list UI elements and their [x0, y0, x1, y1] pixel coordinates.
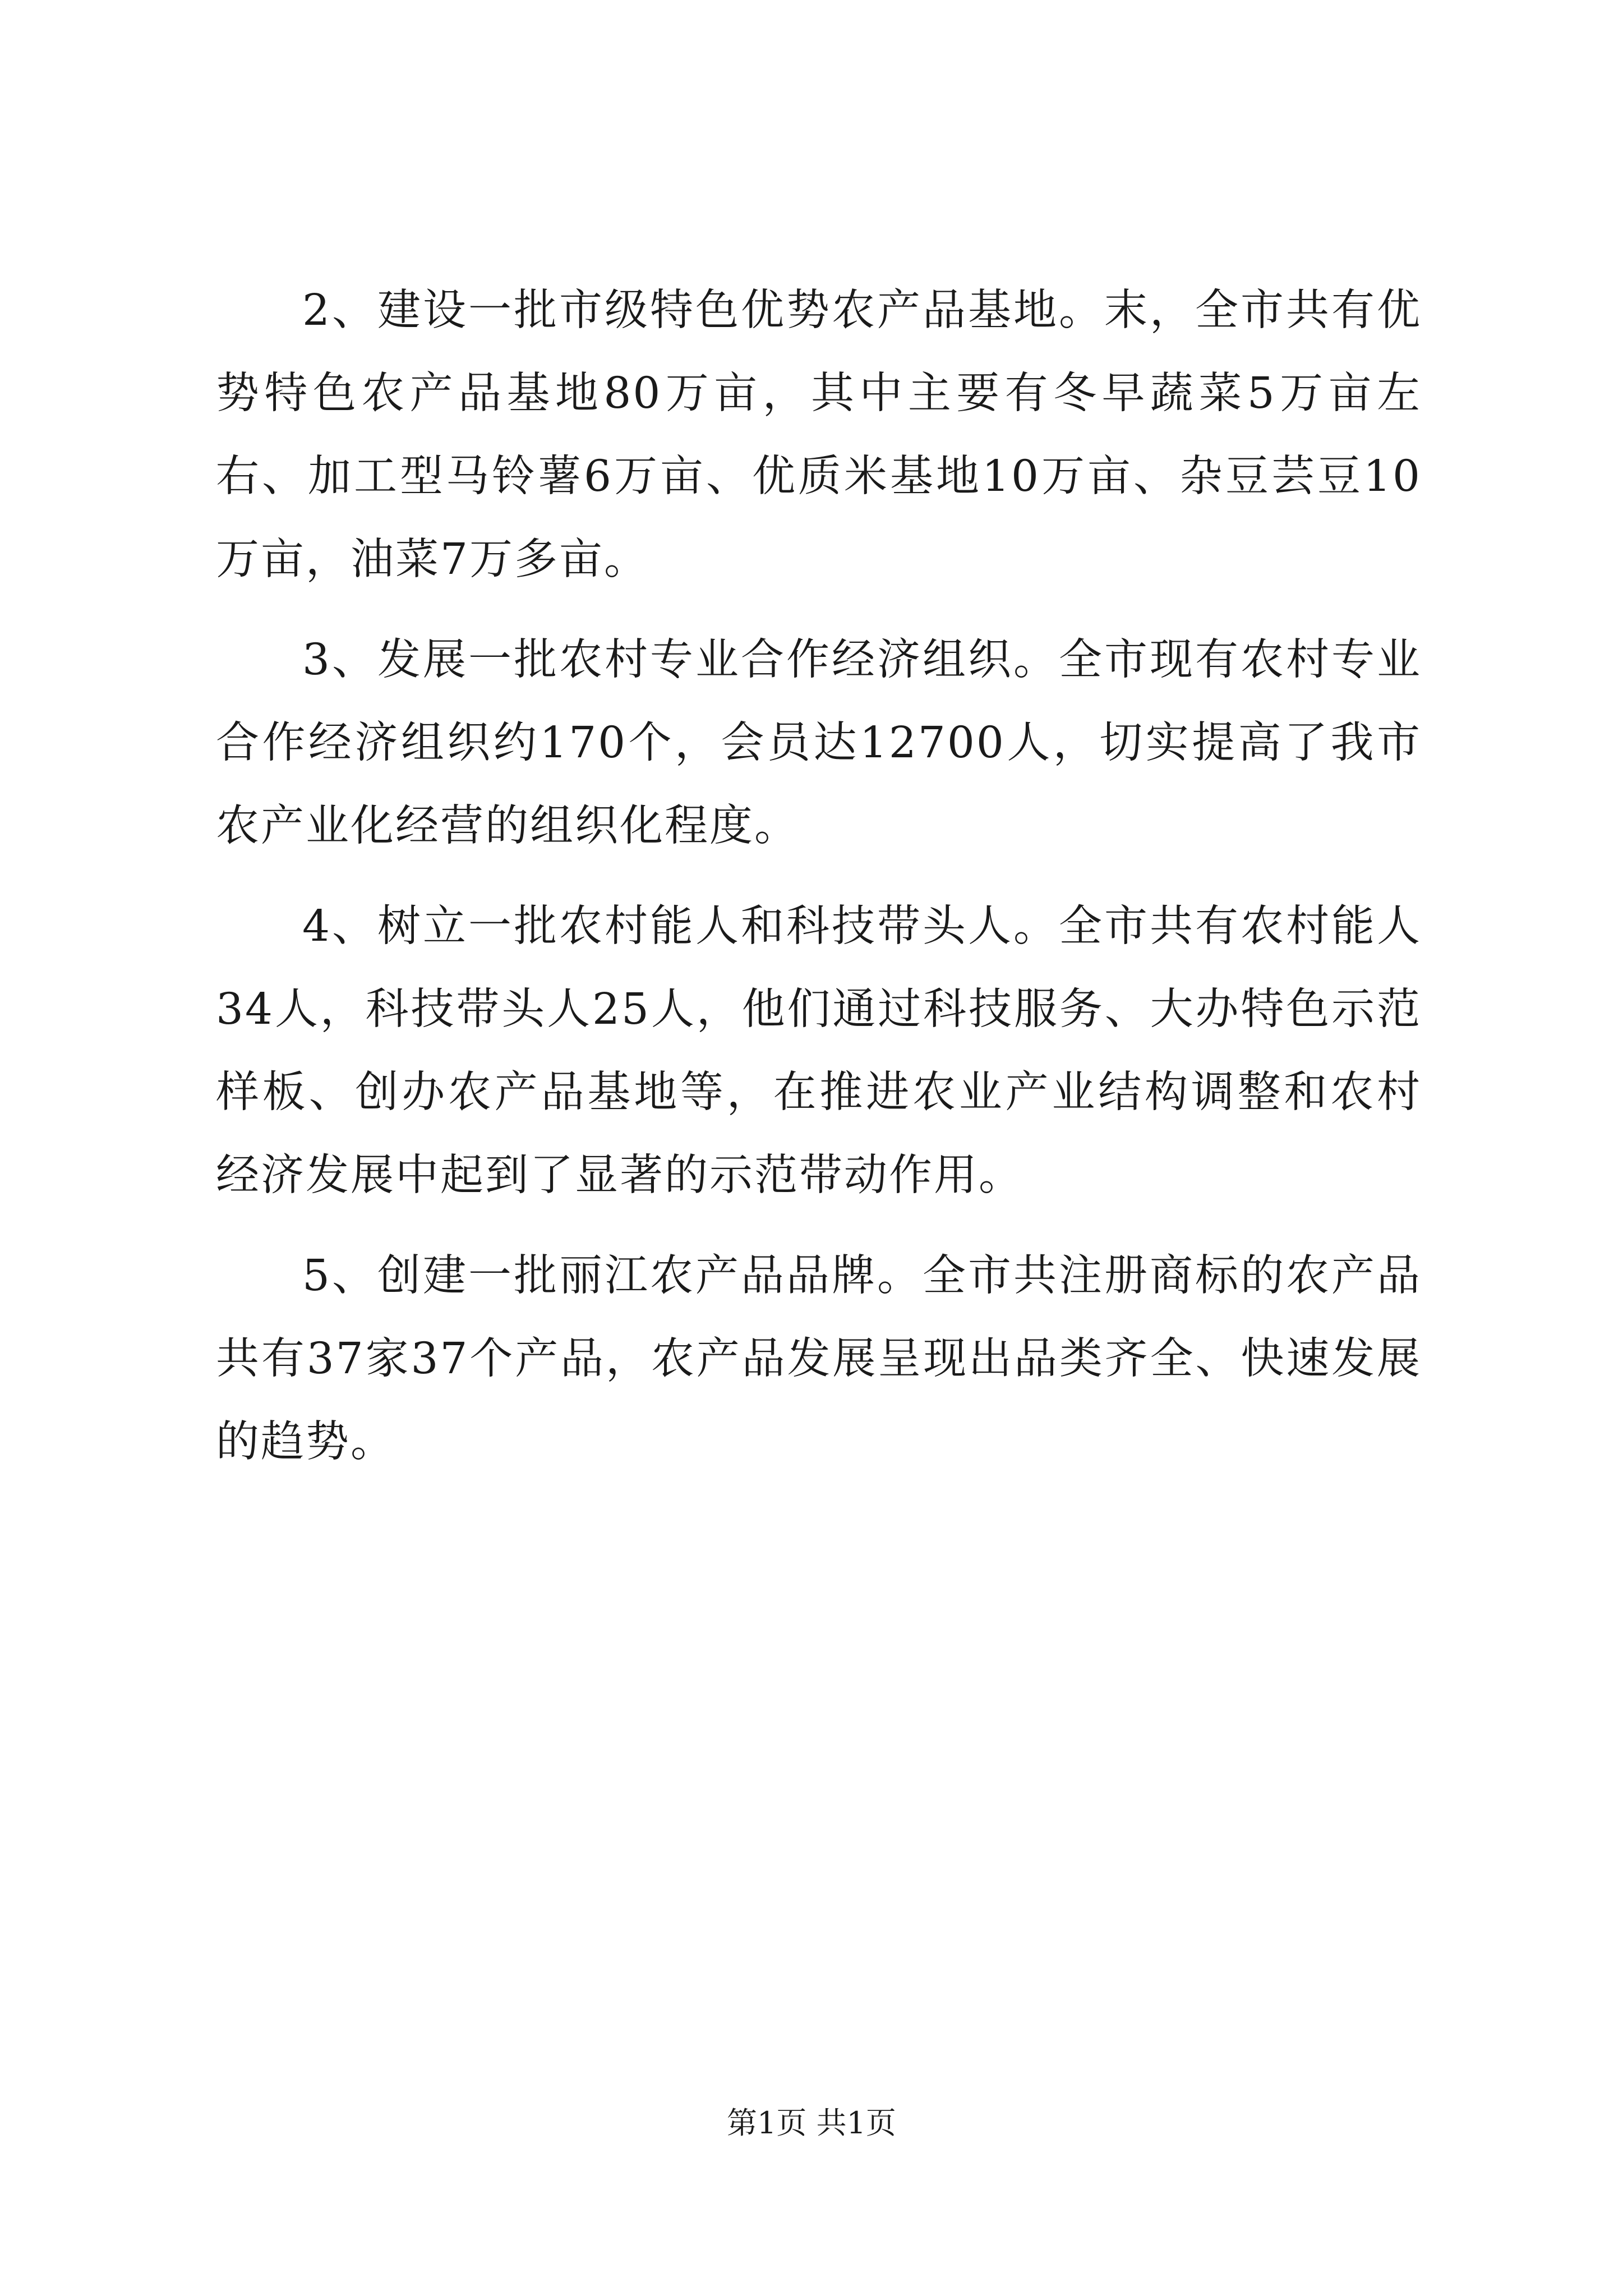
document-body: [216, 269, 1422, 1501]
page-footer: 第1页 共1页: [727, 2105, 896, 2141]
paragraph-item-2: 2、建设一批市级特色优势农产品基地。末，全市共有优势特色农产品基地80万亩，其中主要有冬早蔬菜5万亩左右、加工型马铃薯6万亩、优质米基地10万亩、杂豆芸豆10万亩，油菜7万多亩。: [216, 286, 1422, 585]
paragraph-item-4: 4、树立一批农村能人和科技带头人。全市共有农村能人34人，科技带头人25人，他们通过科技服务、大办特色示范样板、创办农产品基地等，在推进农业产业结构调整和农村经济发展中起到了显著的示范带动作用。: [216, 901, 1422, 1200]
paragraph-item-3: 3、发展一批农村专业合作经济组织。全市现有农村专业合作经济组织约170个，会员达12700人，切实提高了我市农产业化经营的组织化程度。: [216, 635, 1422, 851]
paragraph-item-5: 5、创建一批丽江农产品品牌。全市共注册商标的农产品共有37家37个产品，农产品发展呈现出品类齐全、快速发展的趋势。: [216, 1251, 1422, 1467]
